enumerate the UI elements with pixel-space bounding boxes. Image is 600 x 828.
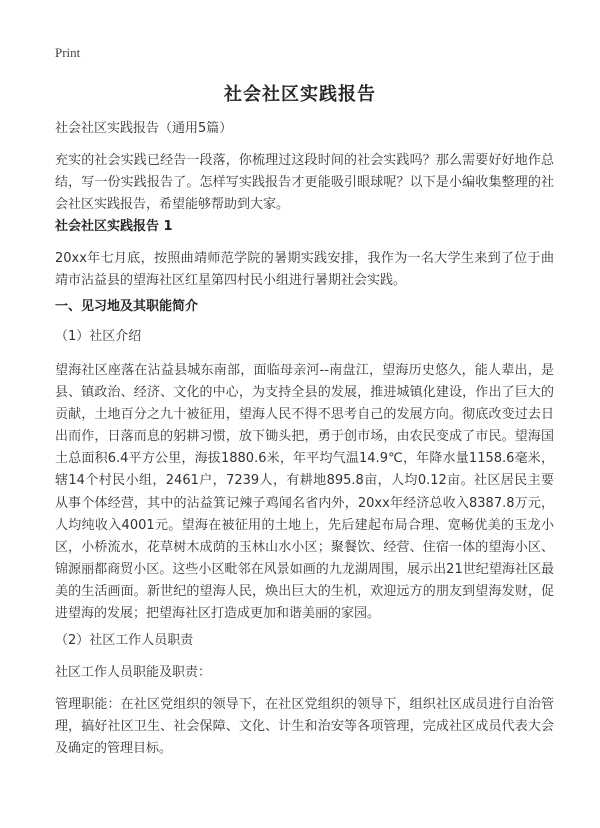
- community-paragraph: 望海社区座落在沾益县城东南部，面临母亲河--南盘江，望海历史悠久，能人辈出，是县、镇政治、经济、文化的中心，为支持全县的发展，推进城镇化建设，作出了巨大的贡献，土地百分之九十被征用，望海人民不得不思考自己的发展方向。彻底改变过去日出而作，日落而息的躬耕习惯，放下锄头把，勇于创市场，由农民变成了市民。望海国土总面积6.4平方公里，海拔1880.6米，年平均气温14.9℃，年降水量1158.6毫米，辖14个村民小组，2461户，7239人，有耕地895.8亩，人均0.12亩。社区居民主要从事个体经营，其中的沾益箕记辣子鸡闻名省内外，20xx年经济总收入8387.8万元，人均纯收入4001元。望海在被征用的土地上，先后建起布局合理、宽畅优美的玉龙小区，小桥流水，花草树木成荫的玉林山水小区；聚餐饮、经营、住宿一体的望海小区、锦源丽都商贸小区。这些小区毗邻在风景如画的九龙湖周围，展示出21世纪望海社区最美的生活画面。新世纪的望海人民，焕出巨大的生机，欢迎远方的朋友到望海发财，促进望海的发展；把望海社区打造成更加和谐美丽的家园。: [55, 363, 554, 622]
- community-intro-heading: （1）社区介绍: [55, 329, 142, 344]
- duties-paragraph: 管理职能：在社区党组织的领导下，在社区党组织的领导下，组织社区成员进行自治管理，搞好社区卫生、社会保障、文化、计生和治安等各项管理，完成社区成员代表大会及确定的管理目标。: [55, 697, 554, 756]
- intro-paragraph: 充实的社会实践已经告一段落，你梳理过这段时间的社会实践吗？那么需要好好地作总结，写一份实践报告了。怎样写实践报告才更能吸引眼球呢？以下是小编收集整理的社会社区实践报告，希望能够帮助到大家。: [55, 153, 554, 212]
- report-heading: 社会社区实践报告 1: [55, 219, 173, 234]
- print-link[interactable]: Print: [55, 45, 81, 60]
- document-subtitle: 社会社区实践报告（通用5篇）: [55, 121, 233, 136]
- document-title: 社会社区实践报告: [224, 84, 376, 105]
- duties-label: 社区工作人员职能及职责：: [55, 665, 212, 680]
- report-intro-paragraph: 20xx年七月底，按照曲靖师范学院的暑期实践安排，我作为一名大学生来到了位于曲靖市沾益县的望海社区红星第四村民小组进行暑期社会实践。: [55, 251, 554, 288]
- staff-duties-heading: （2）社区工作人员职责: [55, 633, 194, 648]
- section1-heading: 一、见习地及其职能简介: [55, 299, 199, 314]
